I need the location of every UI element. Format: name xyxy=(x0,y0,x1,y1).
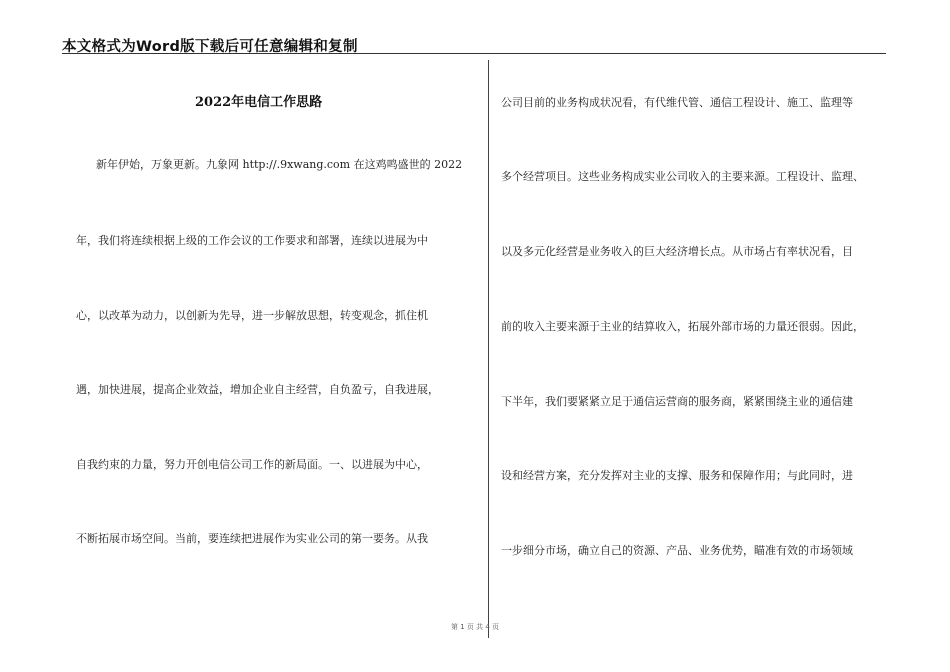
header-divider xyxy=(62,53,886,54)
page-number: 第 1 页 共 4 页 xyxy=(450,623,500,631)
document-title: 2022年电信工作思路 xyxy=(195,95,323,110)
document-header: 本文格式为Word版下载后可任意编辑和复制 xyxy=(62,39,358,55)
right-paragraph-line: 设和经营方案，充分发挥对主业的支撑、服务和保障作用；与此同时，进 xyxy=(501,469,853,482)
column-divider xyxy=(488,60,489,638)
left-paragraph-line: 不断拓展市场空间。当前，要连续把进展作为实业公司的第一要务。从我 xyxy=(76,532,428,545)
right-paragraph-line: 前的收入主要来源于主业的结算收入，拓展外部市场的力量还很弱。因此， xyxy=(501,320,864,333)
left-paragraph-line: 遇，加快进展，提高企业效益，增加企业自主经营，自负盈亏，自我进展， xyxy=(76,383,439,396)
right-paragraph-line: 公司目前的业务构成状况看，有代维代管、通信工程设计、施工、监理等 xyxy=(501,96,853,109)
right-paragraph-line: 多个经营项目。这些业务构成实业公司收入的主要来源。工程设计、监理、 xyxy=(501,170,864,183)
right-paragraph-line: 以及多元化经营是业务收入的巨大经济增长点。从市场占有率状况看，目 xyxy=(501,245,853,258)
right-paragraph-line: 一步细分市场，确立自己的资源、产品、业务优势，瞄准有效的市场领域 xyxy=(501,544,853,557)
left-paragraph-line: 年，我们将连续根据上级的工作会议的工作要求和部署，连续以进展为中 xyxy=(76,234,428,247)
left-paragraph-line: 自我约束的力量，努力开创电信公司工作的新局面。一、以进展为中心， xyxy=(76,458,428,471)
right-paragraph-line: 下半年，我们要紧紧立足于通信运营商的服务商，紧紧围绕主业的通信建 xyxy=(501,395,853,408)
left-paragraph-line: 心，以改革为动力，以创新为先导，进一步解放思想，转变观念，抓住机 xyxy=(76,309,428,322)
left-paragraph-line: 新年伊始，万象更新。九象网 http://.9xwang.com 在这鸡鸣盛世的 2022 xyxy=(96,158,463,171)
